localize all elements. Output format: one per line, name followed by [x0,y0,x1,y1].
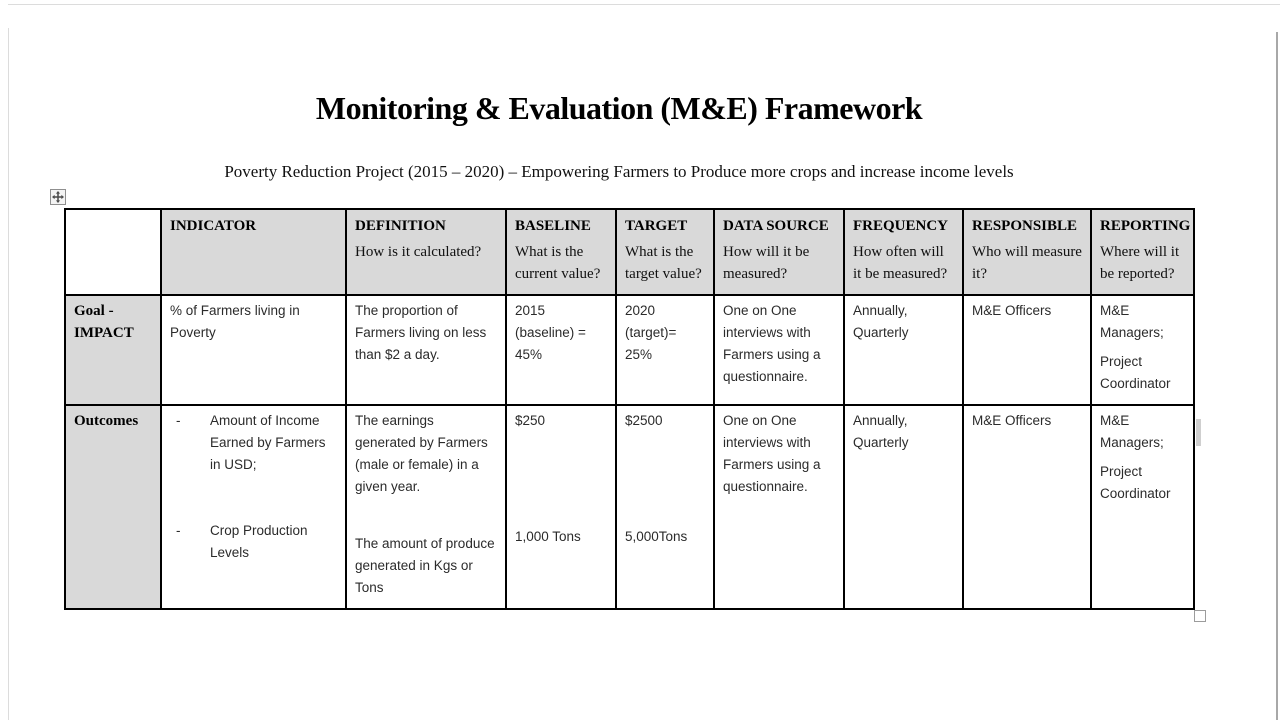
reporting-paragraph: M&E Managers; [1100,303,1164,340]
reporting-paragraph: Project Coordinator [1100,464,1171,501]
page-subtitle: Poverty Reduction Project (2015 – 2020) – Empowering Farmers to Produce more crops and increase income levels [224,162,1014,181]
dash-bullet: - [176,413,181,428]
blank-corner-cell [65,209,161,295]
goal-responsible-cell[interactable]: M&E Officers [963,295,1091,405]
goal-definition-cell[interactable]: The proportion of Farmers living on less than $2 a day. [346,295,506,405]
outcomes-target-cell[interactable] [616,405,714,609]
indicator-list-item: - Amount of Income Earned by Farmers in USD; [170,410,337,476]
outcomes-baseline-cell[interactable] [506,405,616,609]
indicator-list-item: - Crop Production Levels [170,520,337,564]
header-reporting[interactable]: REPORTING Where will it be reported? [1091,209,1194,295]
goal-baseline-cell[interactable]: 2015 (baseline) = 45% [506,295,616,405]
table-resize-handle[interactable] [1194,610,1206,622]
row-label-goal-impact[interactable]: Goal - IMPACT [65,295,161,405]
goal-impact-row [65,295,1194,405]
dash-bullet: - [176,523,181,538]
page-edge-top [8,4,1280,5]
table-move-handle[interactable] [50,189,66,205]
page-edge-right [1276,32,1278,720]
baseline-value: $250 [515,413,546,428]
target-value: 5,000Tons [625,529,688,544]
target-value: $2500 [625,413,663,428]
header-responsible[interactable]: RESPONSIBLE Who will measure it? [963,209,1091,295]
outcomes-indicator-cell[interactable] [161,405,346,609]
goal-reporting-cell[interactable] [1091,295,1194,405]
header-baseline[interactable]: BASELINE What is the current value? [506,209,616,295]
reporting-paragraph: Project Coordinator [1100,354,1171,391]
baseline-value: 1,000 Tons [515,529,581,544]
goal-frequency-cell[interactable]: Annually, Quarterly [844,295,963,405]
me-framework-table [64,208,1195,610]
outcomes-responsible-cell[interactable]: M&E Officers [963,405,1091,609]
outcomes-data-source-cell[interactable]: One on One interviews with Farmers using a questionnaire. [714,405,844,609]
page-title: Monitoring & Evaluation (M&E) Framework [315,90,923,126]
goal-data-source-cell[interactable]: One on One interviews with Farmers using a questionnaire. [714,295,844,405]
header-data-source[interactable]: DATA SOURCE How will it be measured? [714,209,844,295]
move-arrows-icon [52,191,64,203]
outcomes-row [65,405,1194,609]
goal-indicator-cell[interactable]: % of Farmers living in Poverty [161,295,346,405]
header-frequency[interactable]: FREQUENCY How often will it be measured? [844,209,963,295]
header-definition[interactable]: DEFINITION How is it calculated? [346,209,506,295]
outcomes-reporting-cell[interactable] [1091,405,1194,609]
reporting-paragraph: M&E Managers; [1100,413,1164,450]
definition-paragraph: The amount of produce generated in Kgs or Tons [355,536,495,595]
page-edge-left [8,28,9,720]
header-target[interactable]: TARGET What is the target value? [616,209,714,295]
table-side-marker [1196,419,1201,446]
outcomes-frequency-cell[interactable]: Annually, Quarterly [844,405,963,609]
goal-target-cell[interactable]: 2020 (target)= 25% [616,295,714,405]
definition-paragraph: The earnings generated by Farmers (male or female) in a given year. [355,413,488,494]
row-label-outcomes[interactable]: Outcomes [65,405,161,609]
outcomes-definition-cell[interactable] [346,405,506,609]
header-indicator[interactable]: INDICATOR [161,209,346,295]
header-row [65,209,1194,295]
